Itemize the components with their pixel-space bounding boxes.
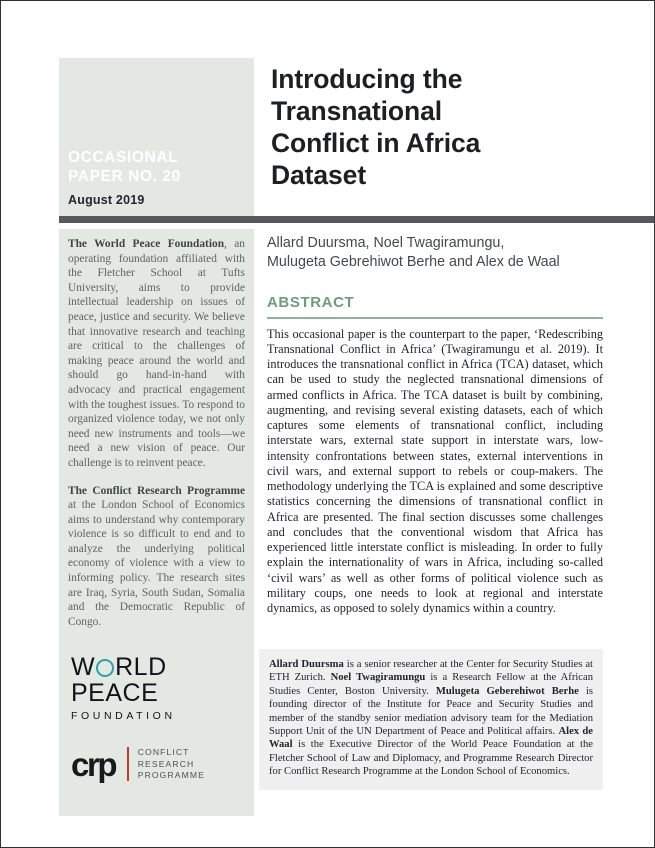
abstract-body: This occasional paper is the counterpart to the paper, ‘Redescribing Transnational Conflict in Africa’ (Twagiramungu et al. 2019). It introduces the transnational conflict in Africa (TCA) dataset, which can be used to study the neglected transnational dimensions of armed conflicts in Africa. The TCA dataset is built by combining, augmenting, and revising several existing datasets, each of which captures some elements of transnational conflict, including interstate wars, external state support in interstate wars, low-intensity confrontations between states, external interventions in civil wars, and external support to rebels or coup-makers. The methodology underlying the TCA is explained and some descriptive statistics concerning the dimensions of transnational conflict in Africa are presented. The final section discusses some challenges and concludes that the conventional wisdom that Africa has experienced little interstate conflict is misleading. In order to fully explain the internationality of wars in Africa, including so-called ‘civil wars’ as well as other forms of political violence such as military coups, one needs to look at regional and interstate dynamics, as opposed to solely dynamics within a country. — [267, 326, 603, 616]
header-divider-rule — [59, 216, 655, 223]
crp-logo-divider — [127, 747, 129, 781]
bio-text-twagiramungu: is a Research Fellow at the African Studies Center, Boston University. — [269, 672, 593, 697]
bio-name-berhe: Mulugeta Geberehiwot Berhe — [435, 685, 579, 697]
sidebar-wpf-paragraph — [68, 237, 245, 471]
author-line-2: Mulugeta Gebrehiwot Berhe and Alex de Waal — [267, 254, 560, 270]
author-line-1: Allard Duursma, Noel Twagiramungu, — [267, 235, 505, 251]
author-bios-paragraph — [269, 658, 593, 779]
wpf-logo-line2: PEACE — [71, 679, 159, 707]
sidebar-crp-paragraph — [68, 484, 245, 630]
wpf-logo-rld: RLD — [115, 653, 167, 681]
crp-wordmark-line3: PROGRAMME — [137, 770, 205, 781]
logo-group — [71, 654, 246, 782]
series-label-line2: PAPER NO. 20 — [68, 167, 181, 185]
title-line-4: Dataset — [271, 160, 367, 190]
sidebar — [59, 229, 254, 816]
document-header — [59, 58, 655, 216]
author-list — [267, 234, 603, 272]
sidebar-crp-lead: The Conflict Research Programme — [68, 484, 245, 497]
page-title — [271, 63, 651, 191]
bio-text-de-waal: is the Executive Director of the World Peace Foundation at the Fletcher School of Law and Diplomacy, and Programme Research Director for Conflict Research Programme at the London School of Economics. — [269, 739, 593, 778]
author-bios — [259, 649, 603, 790]
crp-wordmark-line2: RESEARCH — [137, 758, 195, 769]
wpf-logo-line1 — [71, 654, 231, 680]
issue-date: August 2019 — [68, 193, 145, 207]
abstract-heading: ABSTRACT — [267, 294, 355, 311]
globe-ring-icon — [96, 659, 114, 677]
title-line-1: Introducing the — [271, 64, 463, 94]
sidebar-wpf-text: , an operating foundation affiliated with the Fletcher School at Tufts University, aims to provide intellectual leadership on issues of peace, justice and security. We believe that innovative research and teaching are critical to the challenges of making peace around the world and should go hand-in-hand with advocacy and practical engagement with the toughest issues. To respond to organized violence today, we not only need new instruments and tools—we need a new vision of peace. Our challenge is to reinvent peace. — [68, 238, 246, 469]
sidebar-wpf-lead: The World Peace Foundation — [68, 238, 225, 250]
crp-wordmark-line1: CONFLICT — [137, 747, 190, 757]
title-line-2: Transnational — [271, 96, 442, 126]
series-label — [68, 149, 248, 186]
bio-name-de-waal: Alex de Waal — [269, 726, 593, 751]
sidebar-crp-text: at the London School of Economics aims to understand why contemporary violence is so difficult to end and to analyze the underlying political economy of violence with a view to informing policy. The research sites are Iraq, Syria, South Sudan, Somalia and the Democratic Republic of Congo. — [68, 499, 245, 628]
crp-logo-wordmark — [138, 747, 205, 782]
series-label-line1: OCCASIONAL — [68, 149, 179, 166]
wpf-logo-line3: FOUNDATION — [71, 710, 176, 722]
main-column — [267, 234, 603, 616]
bio-text-duursma: is a senior researcher at the Center for Security Studies at ETH Zurich. — [269, 659, 593, 684]
title-block — [271, 63, 651, 191]
wpf-logo-w: W — [71, 653, 96, 681]
bio-name-twagiramungu: Noel Twagiramungu — [330, 672, 426, 684]
abstract-divider-rule — [267, 317, 603, 319]
title-line-3: Conflict in Africa — [271, 128, 481, 158]
crp-logo-mark: crp — [71, 745, 116, 783]
world-peace-foundation-logo — [71, 654, 231, 722]
masthead-panel — [59, 58, 254, 216]
masthead-content — [68, 149, 248, 207]
conflict-research-programme-logo — [71, 747, 246, 782]
bio-text-berhe: is founding director of the Institute for Peace and Security Studies and member of the standby senior mediation advisory team for the Mediation Support Unit of the UN Department of Peace and Political affairs. — [269, 685, 594, 738]
bio-name-duursma: Allard Duursma — [269, 659, 344, 670]
